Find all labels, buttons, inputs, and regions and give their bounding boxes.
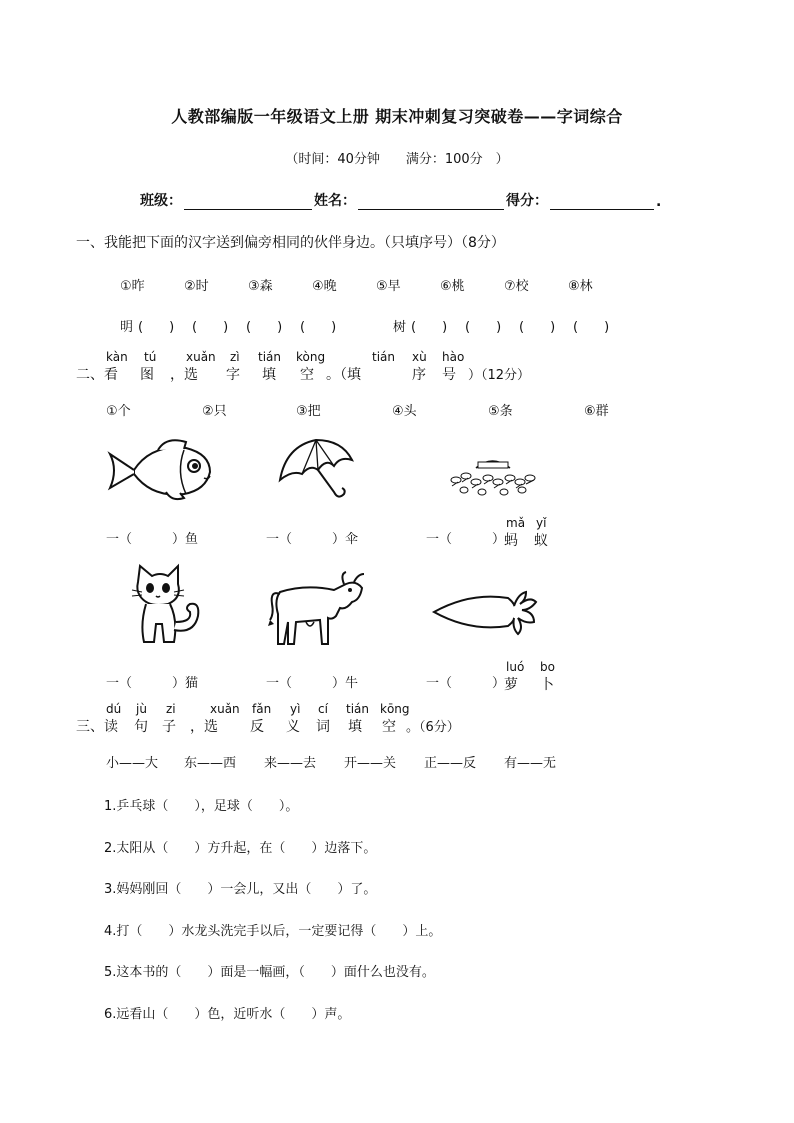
answer-blank[interactable]: ( ) — [411, 320, 448, 335]
antonym-pair: 正——反 — [424, 756, 477, 771]
measure-option: ④头 — [392, 404, 417, 419]
answer-blank[interactable]: ( ) — [192, 320, 229, 335]
pinyin: cí — [318, 702, 328, 716]
name-blank[interactable] — [358, 193, 504, 210]
pinyin: xuǎn — [186, 350, 216, 364]
word-char: 蚂 — [504, 533, 518, 549]
umbrella-picture — [276, 436, 356, 502]
section2-number: 二、 — [76, 367, 104, 383]
measure-option: ②只 — [202, 404, 227, 419]
heading-char: 填 — [262, 367, 276, 383]
blank-open: 一（ — [266, 532, 293, 547]
section3-number: 三、 — [76, 719, 104, 735]
blank-close-cow: ）牛 — [332, 676, 359, 691]
blank-open: 一（ — [426, 532, 453, 547]
option-7: ⑦校 — [504, 279, 529, 294]
time-info: （时间：40分钟 满分：100分 ） — [285, 152, 509, 167]
heading-char: 字 — [226, 367, 240, 383]
pinyin: tú — [144, 350, 157, 364]
answer-blank[interactable]: ( ) — [573, 320, 610, 335]
score-label: 得分： — [506, 193, 548, 209]
section1-heading: 一、我能把下面的汉字送到偏旁相同的伙伴身边。（只填序号）（8分） — [76, 235, 505, 251]
heading-char: 子 — [162, 719, 176, 735]
fish-picture — [106, 436, 212, 502]
cow-picture — [266, 570, 366, 648]
heading-char: ，选 — [170, 367, 198, 383]
radish-picture — [430, 588, 538, 636]
name-label: 姓名： — [314, 193, 356, 209]
blank-close-radish: ） — [492, 676, 506, 691]
sentence-5[interactable]: 5.这本书的（ ）面是一幅画，（ ）面什么也没有。 — [104, 965, 435, 980]
heading-char: 读 — [104, 719, 118, 735]
heading-char: 空 — [300, 367, 314, 383]
pinyin: jù — [136, 702, 147, 716]
class-blank[interactable] — [184, 193, 312, 210]
option-6: ⑥桃 — [440, 279, 465, 294]
student-info-row — [140, 190, 661, 210]
sentence-2[interactable]: 2.太阳从（ ）方升起，在（ ）边落下。 — [104, 841, 377, 856]
pinyin: xù — [412, 350, 427, 364]
class-label: 班级： — [140, 193, 182, 209]
score-blank[interactable] — [550, 193, 654, 210]
heading-char: 看 — [104, 367, 118, 383]
option-2: ②时 — [184, 279, 209, 294]
answer-blank[interactable]: ( ) — [519, 320, 556, 335]
group-ming-label: 明 — [120, 320, 134, 335]
pinyin: mǎ — [506, 516, 526, 530]
pinyin: kòng — [296, 350, 326, 364]
heading-char: 填 — [348, 719, 362, 735]
pinyin: bo — [540, 660, 555, 674]
heading-char: 空 — [382, 719, 396, 735]
word-char: 卜 — [540, 677, 554, 693]
blank-open: 一（ — [106, 532, 133, 547]
sentence-6[interactable]: 6.远看山（ ）色，近听水（ ）声。 — [104, 1007, 351, 1022]
heading-char: 图 — [140, 367, 154, 383]
blank-close-cat: ）猫 — [172, 676, 199, 691]
blank-open: 一（ — [106, 676, 133, 691]
heading-char: 句 — [134, 719, 148, 735]
option-3: ③森 — [248, 279, 273, 294]
sentence-4[interactable]: 4.打（ ）水龙头洗完手以后，一定要记得（ ）上。 — [104, 924, 442, 939]
answer-blank[interactable]: ( ) — [246, 320, 283, 335]
blank-close-fish: ）鱼 — [172, 532, 199, 547]
heading-char: 。（6分） — [406, 720, 460, 735]
pinyin: luó — [506, 660, 525, 674]
pinyin: xuǎn — [210, 702, 240, 716]
cat-picture — [128, 564, 210, 646]
option-8: ⑧林 — [568, 279, 593, 294]
option-4: ④晚 — [312, 279, 337, 294]
pinyin: kàn — [106, 350, 128, 364]
pinyin: zì — [230, 350, 240, 364]
heading-char: 序 — [412, 367, 426, 383]
antonym-pair: 小——大 — [106, 756, 159, 771]
antonym-pair: 开——关 — [344, 756, 397, 771]
pinyin: tián — [258, 350, 281, 364]
pinyin: tián — [346, 702, 369, 716]
blank-close-ants: ） — [492, 532, 506, 547]
pinyin: kōng — [380, 702, 410, 716]
answer-blank[interactable]: ( ) — [138, 320, 175, 335]
antonym-pair: 有——无 — [504, 756, 557, 771]
blank-open: 一（ — [266, 676, 293, 691]
group-shu-label: 树 — [393, 320, 407, 335]
sentence-1[interactable]: 1.乒乓球（ ），足球（ ）。 — [104, 799, 299, 814]
word-char: 蚁 — [534, 533, 548, 549]
pinyin: hào — [442, 350, 465, 364]
heading-char: 词 — [316, 719, 330, 735]
heading-char: 义 — [286, 719, 300, 735]
option-1: ①昨 — [120, 279, 145, 294]
antonym-pair: 东——西 — [184, 756, 237, 771]
pinyin: fǎn — [252, 702, 272, 716]
word-char: 萝 — [504, 677, 518, 693]
measure-option: ③把 — [296, 404, 321, 419]
blank-close-umbrella: ）伞 — [332, 532, 359, 547]
pinyin: dú — [106, 702, 122, 716]
heading-char: 。（填 — [326, 367, 361, 383]
pinyin: yì — [290, 702, 301, 716]
answer-blank[interactable]: ( ) — [300, 320, 337, 335]
pinyin: zi — [166, 702, 176, 716]
heading-char: ）（12分） — [468, 368, 531, 383]
page-title: 人教部编版一年级语文上册 期末冲刺复习突破卷——字词综合 — [171, 107, 623, 126]
end-period: . — [656, 194, 662, 210]
ants-picture — [448, 452, 538, 498]
pinyin: tián — [372, 350, 395, 364]
answer-blank[interactable]: ( ) — [465, 320, 502, 335]
heading-char: 号 — [442, 367, 456, 383]
sentence-3[interactable]: 3.妈妈刚回（ ）一会儿，又出（ ）了。 — [104, 882, 377, 897]
pinyin: yǐ — [536, 516, 547, 530]
measure-option: ⑥群 — [584, 404, 609, 419]
measure-option: ①个 — [106, 404, 131, 419]
measure-option: ⑤条 — [488, 404, 513, 419]
blank-open: 一（ — [426, 676, 453, 691]
option-5: ⑤早 — [376, 279, 401, 294]
antonym-pair: 来——去 — [264, 756, 317, 771]
heading-char: 反 — [250, 719, 264, 735]
heading-char: ，选 — [190, 719, 218, 735]
